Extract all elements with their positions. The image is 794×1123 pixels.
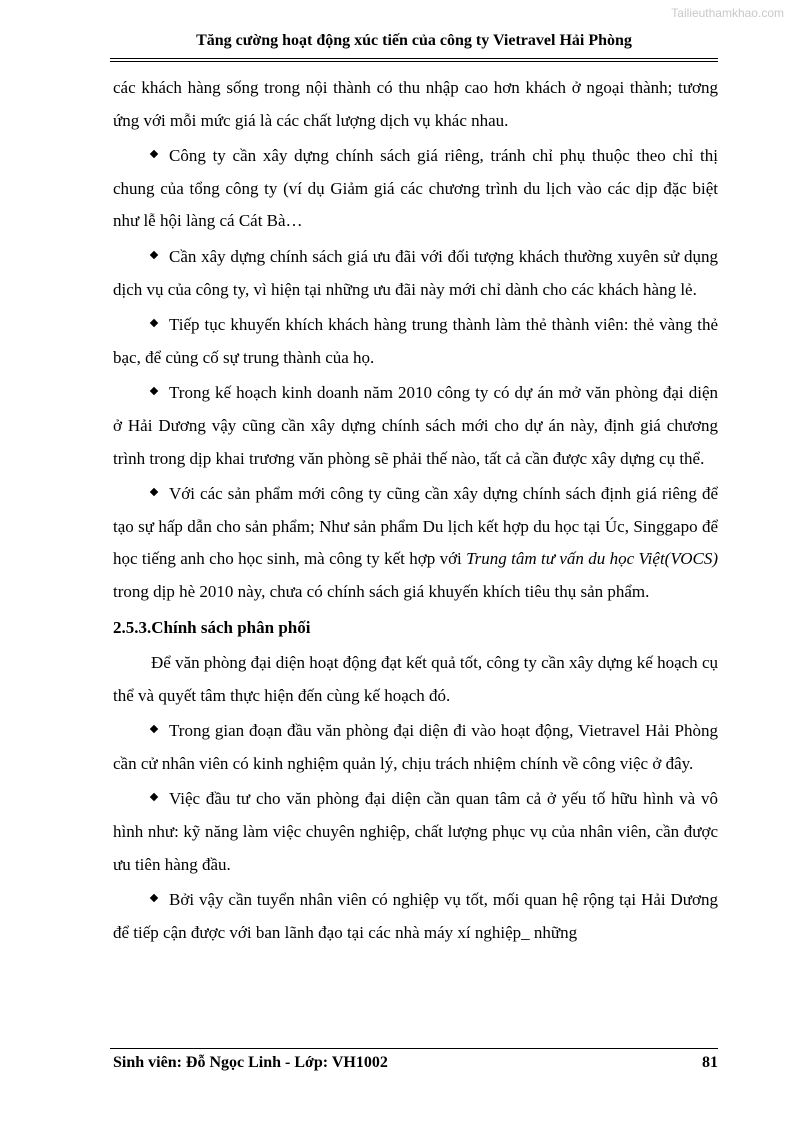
bullet-paragraph [113, 478, 718, 608]
bullet-paragraph [113, 715, 718, 780]
bullet-text: Cần xây dựng chính sách giá ưu đãi với đối tượng khách thường xuyên sử dụng dịch vụ của công ty, vì hiện tại những ưu đãi này mới chỉ dành cho các khách hàng lẻ. [113, 246, 718, 299]
diamond-bullet-icon [151, 895, 159, 903]
bullet-text-continued: trong dịp hè 2010 này, chưa có chính sách giá khuyến khích tiêu thụ sản phẩm. [113, 581, 650, 601]
bullet-text: Bởi vậy cần tuyển nhân viên có nghiệp vụ tốt, mối quan hệ rộng tại Hải Dương để tiếp cận được với ban lãnh đạo tại các nhà máy xí nghiệp_ những [113, 890, 718, 942]
page-header-title: Tăng cường hoạt động xúc tiến của công ty Vietravel Hải Phòng [196, 32, 632, 49]
bullet-text: Với các sản phẩm mới công ty cũng cần xây dựng chính sách định giá riêng để tạo sự hấp dẫn cho sản phẩm; Như sản phẩm Du lịch kết hợp du học tại Úc, Singgapo để học tiếng anh cho học sinh, mà công ty kết hợp với [113, 484, 718, 569]
bullet-text: Trong gian đoạn đầu văn phòng đại diện đi vào hoạt động, Vietravel Hải Phòng cần cử nhân viên có kinh nghiệm quản lý, chịu trách nhiệm chính về công việc ở đây. [113, 721, 718, 773]
diamond-bullet-icon [151, 489, 159, 497]
header-divider [110, 58, 718, 59]
page-number: 81 [702, 1054, 718, 1071]
bullet-text: Trong kế hoạch kinh doanh năm 2010 công ty có dự án mở văn phòng đại diện ở Hải Dương vậy cũng cần xây dựng chính sách mới cho dự án này, định giá chương trình trong dịp khai trương văn phòng sẽ phải thế nào, tất cả cần được xây dựng cụ thể. [113, 383, 718, 468]
bullet-paragraph [113, 140, 718, 238]
watermark: Tailieuthamkhao.com [671, 6, 784, 20]
bullet-paragraph [113, 884, 718, 949]
bullet-text: Tiếp tục khuyến khích khách hàng trung thành làm thẻ thành viên: thẻ vàng thẻ bạc, để củng cố sự trung thành của họ. [113, 315, 718, 367]
footer-student-info: Sinh viên: Đỗ Ngọc Linh - Lớp: VH1002 [113, 1054, 388, 1071]
header-divider-second [110, 61, 718, 62]
bullet-paragraph [113, 241, 718, 306]
diamond-bullet-icon [151, 320, 159, 328]
bullet-text: Việc đầu tư cho văn phòng đại diện cần quan tâm cả ở yếu tố hữu hình và vô hình như: kỹ năng làm việc chuyên nghiệp, chất lượng phục vụ của nhân viên, cần được ưu tiên hàng đầu. [113, 789, 718, 874]
bullet-text: Công ty cần xây dựng chính sách giá riêng, tránh chỉ phụ thuộc theo chỉ thị chung của tổng công ty (ví dụ Giảm giá các chương trình du lịch vào các dịp đặc biệt như lễ hội làng cá Cát Bà… [113, 146, 718, 231]
document-body [113, 72, 718, 952]
diamond-bullet-icon [151, 388, 159, 396]
diamond-bullet-icon [151, 151, 159, 159]
italic-organization-name: Trung tâm tư vấn du học Việt(VOCS) [466, 549, 718, 569]
diamond-bullet-icon [151, 252, 159, 260]
diamond-bullet-icon [151, 794, 159, 802]
footer-divider [110, 1048, 718, 1049]
diamond-bullet-icon [151, 726, 159, 734]
paragraph: các khách hàng sống trong nội thành có thu nhập cao hơn khách ở ngoại thành; tương ứng với mỗi mức giá là các chất lượng dịch vụ khác nhau. [113, 78, 718, 130]
bullet-paragraph [113, 309, 718, 374]
bullet-paragraph [113, 783, 718, 881]
section-heading: 2.5.3.Chính sách phân phối [113, 617, 311, 637]
paragraph: Để văn phòng đại diện hoạt động đạt kết quả tốt, công ty cần xây dựng kế hoạch cụ thể và quyết tâm thực hiện đến cùng kế hoạch đó. [113, 653, 718, 705]
bullet-paragraph [113, 377, 718, 475]
